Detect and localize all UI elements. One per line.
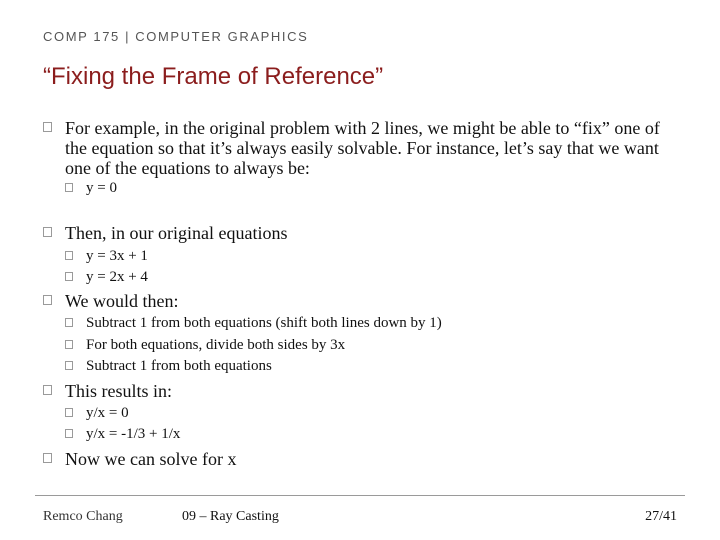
- bullet-square-icon: [43, 453, 52, 463]
- sub-bullet-text: Subtract 1 from both equations (shift both lines down by 1): [86, 315, 442, 331]
- bullet-text: Then, in our original equations: [65, 223, 288, 243]
- sub-bullet-text: Subtract 1 from both equations: [86, 358, 272, 374]
- sub-bullet-item: [65, 314, 442, 332]
- sub-bullet-square-icon: [65, 251, 73, 260]
- bullet-square-icon: [43, 295, 52, 305]
- sub-bullet-text: y = 3x + 1: [86, 248, 148, 264]
- bullet-square-icon: [43, 227, 52, 237]
- bullet-square-icon: [43, 385, 52, 395]
- bullet-square-icon: [43, 122, 52, 132]
- bullet-text: We would then:: [65, 291, 179, 311]
- bullet-item: [43, 381, 685, 401]
- bullet-item: [43, 449, 685, 469]
- sub-bullet-item: [65, 404, 129, 422]
- sub-bullet-text: y/x = 0: [86, 405, 129, 421]
- slide-title: “Fixing the Frame of Reference”: [43, 63, 384, 90]
- sub-bullet-item: [65, 268, 148, 286]
- sub-bullet-text: For both equations, divide both sides by 3x: [86, 337, 346, 353]
- footer-divider: [35, 495, 685, 496]
- sub-bullet-item: [65, 247, 148, 265]
- sub-bullet-item: [65, 336, 345, 354]
- sub-bullet-square-icon: [65, 408, 73, 417]
- sub-bullet-square-icon: [65, 318, 73, 327]
- bullet-text: For example, in the original problem with 2 lines, we might be able to “fix” one of the equation so that it’s always easily solvable. For instance, let’s say that we want one of the equations to always be:: [65, 118, 660, 178]
- sub-bullet-item: [65, 357, 272, 375]
- sub-bullet-item: [65, 425, 180, 443]
- footer-page-number: 27/41: [645, 509, 677, 524]
- sub-bullet-square-icon: [65, 429, 73, 438]
- sub-bullet-square-icon: [65, 183, 73, 192]
- sub-bullet-text: y/x = -1/3 + 1/x: [86, 426, 181, 442]
- footer-lecture: 09 – Ray Casting: [182, 509, 279, 524]
- bullet-item: [43, 291, 685, 311]
- sub-bullet-text: y = 2x + 4: [86, 269, 148, 285]
- bullet-item: [43, 118, 685, 178]
- bullet-text: Now we can solve for x: [65, 449, 237, 469]
- sub-bullet-square-icon: [65, 361, 73, 370]
- bullet-text: This results in:: [65, 381, 172, 401]
- sub-bullet-text: y = 0: [86, 180, 117, 196]
- course-header: COMP 175 | COMPUTER GRAPHICS: [43, 29, 309, 44]
- bullet-item: [43, 223, 685, 243]
- sub-bullet-item: [65, 179, 117, 197]
- sub-bullet-square-icon: [65, 272, 73, 281]
- footer-author: Remco Chang: [43, 509, 123, 524]
- sub-bullet-square-icon: [65, 340, 73, 349]
